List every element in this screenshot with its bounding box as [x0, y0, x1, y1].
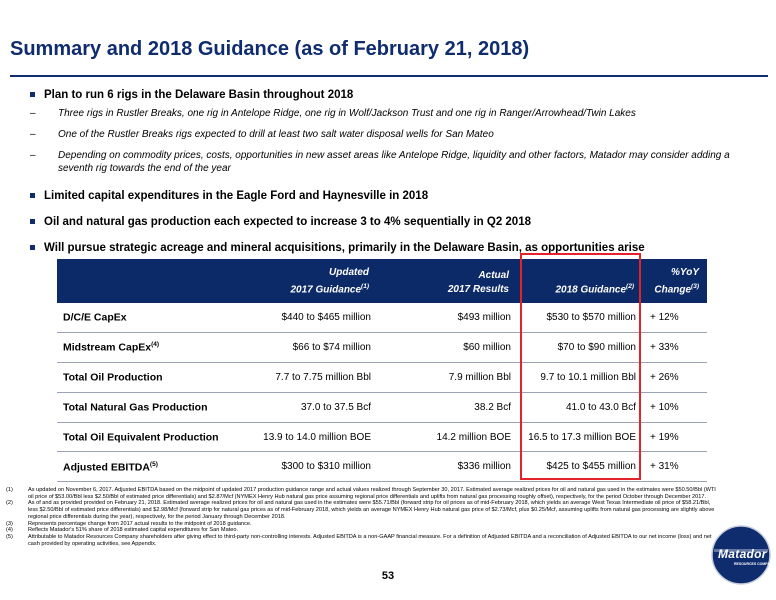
cell-yoy-change: + 19% [642, 422, 707, 452]
bullet-item: Limited capital expenditures in the Eagle Ford and Haynesville in 2018 [30, 189, 760, 203]
row-label-text: D/C/E CapEx [63, 311, 127, 324]
cell-actual-2017: $493 million [377, 303, 517, 333]
cell-yoy-change: + 33% [642, 333, 707, 363]
header-updated-footnote: (1) [361, 282, 369, 290]
row-footnote: (5) [149, 460, 158, 468]
cell-updated-2017: $66 to $74 million [237, 333, 377, 363]
bullet-item: Plan to run 6 rigs in the Delaware Basin throughout 2018 [30, 88, 760, 102]
bullet-item: Oil and natural gas production each expected to increase 3 to 4% sequentially in Q2 2018 [30, 215, 760, 229]
cell-yoy-change: + 31% [642, 452, 707, 482]
row-label-text: Adjusted EBITDA [63, 461, 150, 474]
footnote-number: (5) [6, 533, 13, 540]
bullet-list [30, 88, 760, 255]
header-guidance-footnote: (2) [626, 282, 634, 290]
row-label-text: Total Oil Equivalent Production [63, 431, 219, 444]
cell-updated-2017: 13.9 to 14.0 million BOE [237, 422, 377, 452]
logo-subtitle: RESOURCES COMPANY [734, 562, 775, 566]
footnote-text: Reflects Matador's 51% share of 2018 estimated capital expenditures for San Mateo. [28, 527, 239, 534]
cell-yoy-change: + 10% [642, 392, 707, 422]
page-number: 53 [381, 570, 395, 582]
row-label [57, 422, 237, 452]
sub-bullet-item: – Three rigs in Rustler Breaks, one rig in Antelope Ridge, one rig in Wolf/Jackson Trust and one rig in Ranger/Arrowhead/Twin Lakes [30, 107, 760, 120]
row-label [57, 303, 237, 333]
cell-guidance-2018: $70 to $90 million [517, 333, 642, 363]
header-yoy-line2: Change [654, 284, 692, 295]
cell-updated-2017: $440 to $465 million [237, 303, 377, 333]
bullet-item: Will pursue strategic acreage and mineral acquisitions, primarily in the Delaware Basin, as opportunities arise [30, 241, 760, 255]
header-guidance-label: 2018 Guidance [555, 284, 627, 295]
footnote [6, 500, 716, 520]
cell-guidance-2018: 41.0 to 43.0 Bcf [517, 392, 642, 422]
footnote-number: (2) [6, 500, 13, 507]
cell-updated-2017: 7.7 to 7.75 million Bbl [237, 363, 377, 393]
cell-updated-2017: $300 to $310 million [237, 452, 377, 482]
row-label [57, 333, 237, 363]
footnotes [6, 487, 716, 547]
footnote-number: (1) [6, 487, 13, 493]
logo-wordmark: Matador [718, 547, 767, 561]
header-actual-2017-results [377, 259, 517, 303]
row-label [57, 363, 237, 393]
sub-bullet-item: – Depending on commodity prices, costs, opportunities in new asset areas like Antelope Ridge, liquidity and other factors, Matador may consider adding a seventh rig towards the end of the year [30, 149, 760, 175]
footnote-text: As of and as provided provided on February 21, 2018. Estimated average realized prices for oil and natural gas used in the estimates were $55.71/Bbl (forward strip for oil prices as of mid-February 2018, which yields an average West Texas Intermediate oil price of $58.21/Bbl, less $2.50/Bbl of estimated price differentials) and $2.98/Mcf (forward strip for natural gas prices as of mid-February 2018, which yields an average NYMEX Henry Hub natural gas price of $2.73/Mcf, plus $0.25/Mcf, assuming uplifts from natural gas processing are slightly above regional price differentials during the year), respectively, for the period January through December 2018. [28, 500, 715, 520]
footnote [6, 527, 716, 534]
header-blank [57, 259, 237, 303]
guidance-highlight-box [520, 253, 641, 480]
cell-yoy-change: + 12% [642, 303, 707, 333]
cell-updated-2017: 37.0 to 37.5 Bcf [237, 392, 377, 422]
header-yoy-change [642, 259, 707, 303]
cell-actual-2017: $336 million [377, 452, 517, 482]
header-yoy-line1: %YoY [671, 266, 699, 278]
cell-actual-2017: $60 million [377, 333, 517, 363]
cell-actual-2017: 38.2 Bcf [377, 392, 517, 422]
header-updated-2017-guidance [237, 259, 377, 303]
footnote [6, 534, 716, 547]
cell-actual-2017: 7.9 million Bbl [377, 363, 517, 393]
footnote-text: Attributable to Matador Resources Company shareholders after giving effect to third-party non-controlling interests. Adjusted EBITDA is a non-GAAP financial measure. For a definition of Adjusted EBITDA and a reconciliation of Adjusted EBITDA to our net income (loss) and net cash provided by operating activities, see Appendix. [28, 533, 712, 547]
cell-guidance-2018: $425 to $455 million [517, 452, 642, 482]
footnote-text: As updated on November 6, 2017. Adjusted EBITDA based on the midpoint of updated 2017 production guidance range and actual values realized through September 30, 2017. Estimated average realized prices for oil and natural gas used in the estimates were $50.50/Bbl (WTI oil price of $53.00/Bbl less $2.50/Bbl of estimated price differentials) and $2.87/Mcf (NYMEX Henry Hub natural gas price assuming regional price differentials and uplifts from natural gas processing roughly offset), respectively, for the period October through December 2017. [28, 487, 716, 500]
row-label [57, 392, 237, 422]
cell-actual-2017: 14.2 million BOE [377, 422, 517, 452]
cell-guidance-2018: $530 to $570 million [517, 303, 642, 333]
row-label-text: Midstream CapEx [63, 341, 152, 354]
header-yoy-footnote: (3) [691, 282, 699, 290]
title-rule [10, 75, 768, 77]
sub-bullet-item: – One of the Rustler Breaks rigs expected to drill at least two salt water disposal wells for San Mateo [30, 128, 760, 141]
footnote-number: (3) [6, 520, 13, 527]
cell-yoy-change: + 26% [642, 363, 707, 393]
footnote-number: (4) [6, 527, 13, 534]
cell-guidance-2018: 16.5 to 17.3 million BOE [517, 422, 642, 452]
header-updated-line2: 2017 Guidance [290, 284, 362, 295]
header-updated-line1: Updated [329, 266, 369, 278]
row-label [57, 452, 237, 482]
row-footnote: (4) [151, 341, 160, 349]
page-title: Summary and 2018 Guidance (as of February 21, 2018) [10, 38, 530, 60]
header-actual-line2: 2017 Results [447, 284, 509, 295]
footnote [6, 521, 716, 528]
cell-guidance-2018: 9.7 to 10.1 million Bbl [517, 363, 642, 393]
footnote [6, 487, 716, 500]
row-label-text: Total Natural Gas Production [63, 401, 208, 414]
footnote-text: Represents percentage change from 2017 actual results to the midpoint of 2018 guidance. [28, 520, 252, 527]
header-actual-line1: Actual [478, 270, 509, 281]
row-label-text: Total Oil Production [63, 371, 163, 384]
